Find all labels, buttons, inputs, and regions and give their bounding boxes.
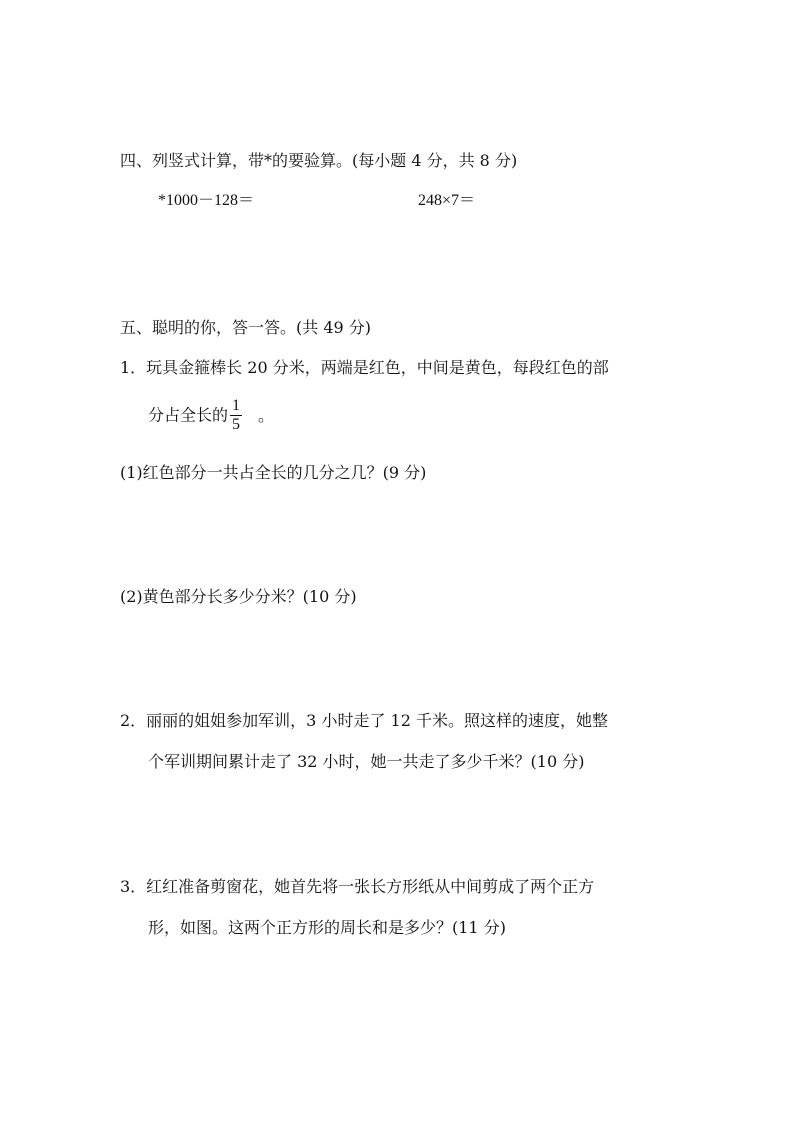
section-4-heading: 四、列竖式计算，带*的要验算。(每小题 4 分，共 8 分) (120, 151, 518, 170)
question-1-line-2-suffix: 。 (258, 405, 275, 425)
question-1-line-2 (148, 398, 274, 434)
question-1-sub-1: (1)红色部分一共占全长的几分之几？(9 分) (120, 463, 427, 482)
question-2-line-1: 2．丽丽的姐姐参加军训，3 小时走了 12 千米。照这样的速度，她整 (120, 711, 608, 730)
question-2-line-2: 个军训期间累计走了 32 小时，她一共走了多少千米？(10 分) (148, 752, 585, 771)
question-1-line-2-prefix: 分占全长的 (148, 405, 229, 425)
question-3-line-2: 形，如图。这两个正方形的周长和是多少？(11 分) (148, 918, 506, 937)
section-5-heading: 五、聪明的你，答一答。(共 49 分) (120, 318, 372, 337)
fraction-numerator: 1 (232, 397, 241, 414)
problem-1000-minus-128: *1000－128＝ (158, 192, 255, 209)
question-1-line-1: 1．玩具金箍棒长 20 分米，两端是红色，中间是黄色，每段红色的部 (120, 358, 609, 377)
problem-248-times-7: 248×7＝ (418, 192, 476, 209)
fraction-denominator: 5 (232, 415, 241, 433)
question-3-line-1: 3．红红准备剪窗花，她首先将一张长方形纸从中间剪成了两个正方 (120, 877, 595, 896)
question-1-sub-2: (2)黄色部分长多少分米？(10 分) (120, 587, 357, 606)
fraction-one-fifth (230, 398, 242, 434)
